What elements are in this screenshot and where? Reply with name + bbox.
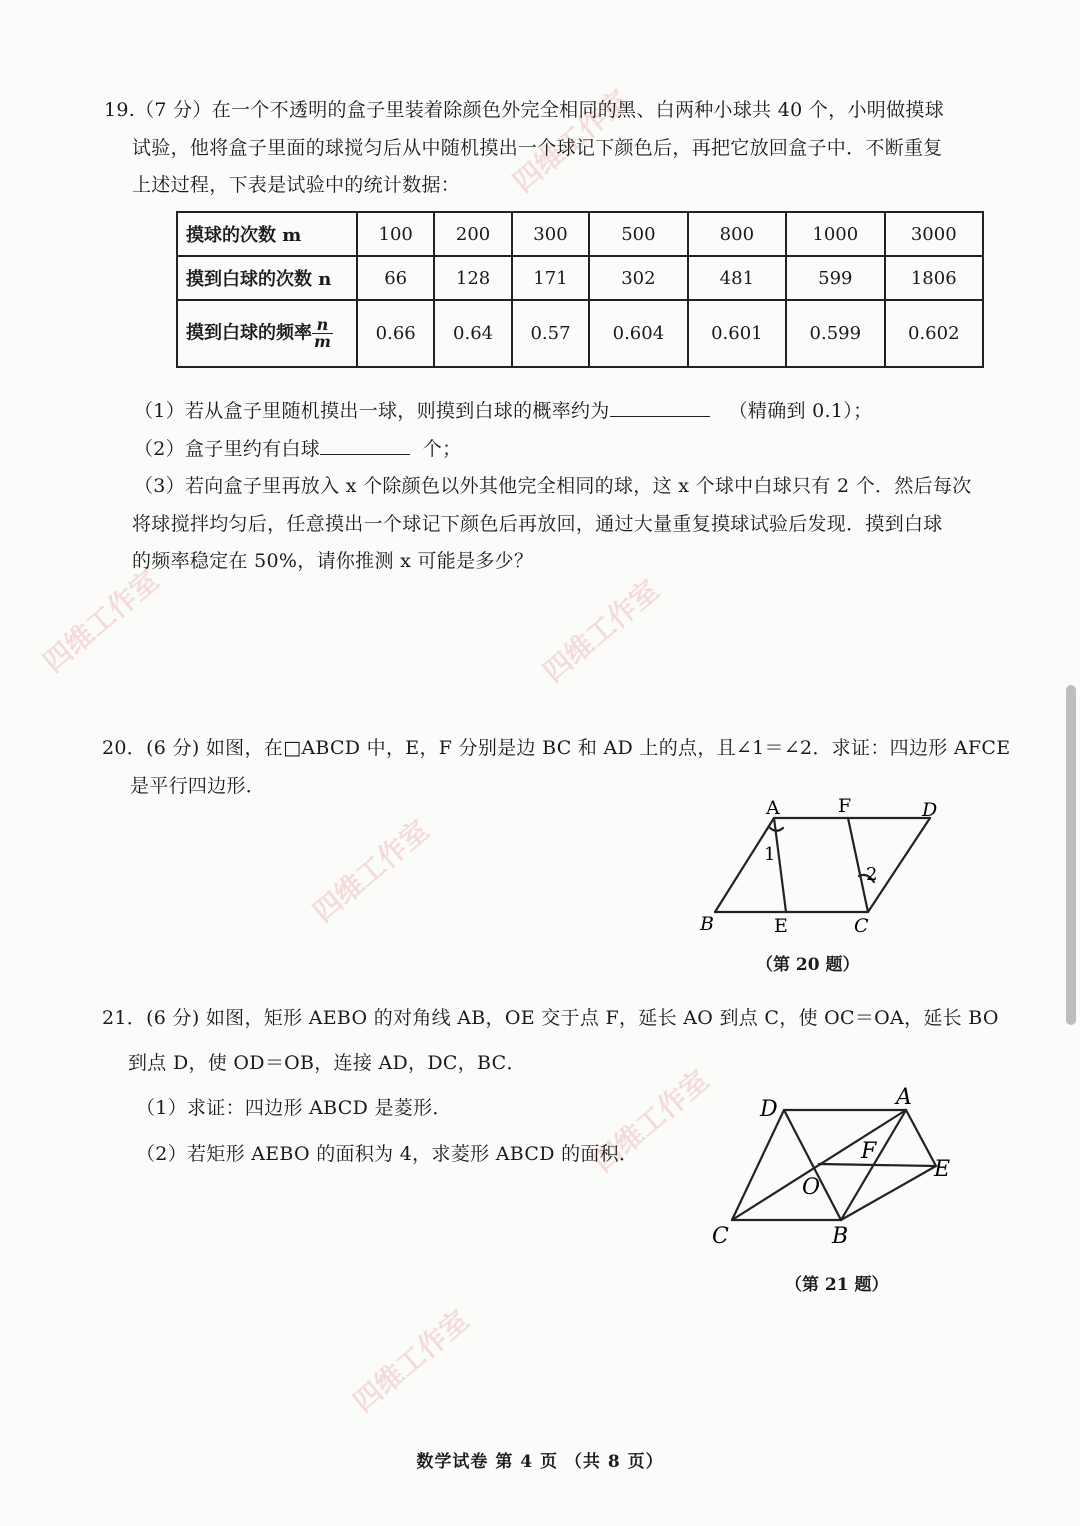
label-O: O <box>802 1175 821 1200</box>
table-cell: 1806 <box>885 256 983 300</box>
table-cell: 100 <box>357 212 434 256</box>
label-D: D <box>760 1097 778 1122</box>
q21-caption: （第 21 题） <box>785 1275 889 1295</box>
label-B: B <box>700 913 714 935</box>
q21-sub2: （2）若矩形 AEBO 的面积为 4，求菱形 ABCD 的面积． <box>136 1143 639 1165</box>
q19-line2: 试验，他将盒子里面的球搅匀后从中随机摸出一个球记下颜色后，再把它放回盒子中．不断重复 <box>132 137 943 159</box>
label-A: A <box>766 797 780 819</box>
table-cell: 66 <box>357 256 434 300</box>
q20-figure <box>690 790 950 940</box>
label-angle-2: 2 <box>866 864 878 885</box>
answer-blank-2[interactable] <box>320 436 410 455</box>
q21-line2: 到点 D，使 OD＝OB，连接 AD，DC，BC． <box>128 1052 526 1074</box>
label-angle-1: 1 <box>764 844 776 865</box>
scrollbar[interactable] <box>1066 685 1076 1025</box>
watermark: 四维工作室 <box>306 813 436 929</box>
table-cell: 1000 <box>786 212 884 256</box>
label-C: C <box>854 915 869 937</box>
q20-line2: 是平行四边形． <box>130 775 266 797</box>
label-F: F <box>861 1139 877 1164</box>
table-cell: 0.64 <box>434 300 511 367</box>
watermark: 四维工作室 <box>36 563 166 679</box>
watermark: 四维工作室 <box>346 1303 476 1419</box>
q19-sub2: （2）盒子里约有白球 个； <box>134 438 462 460</box>
row-label-frequency <box>177 300 357 367</box>
side-EB <box>841 1166 936 1220</box>
fraction-n-over-m: $\frac{n}{m}$ <box>314 315 331 351</box>
table-cell: 0.57 <box>512 300 589 367</box>
q19-sub3-line3: 的频率稳定在 50%，请你推测 x 可能是多少？ <box>132 550 534 572</box>
segment-OE <box>819 1164 936 1166</box>
table-cell: 599 <box>786 256 884 300</box>
answer-blank-1[interactable] <box>610 398 710 417</box>
side-AE <box>906 1110 936 1166</box>
row-label-m: 摸球的次数 m <box>177 212 357 256</box>
segment-FC <box>848 818 868 912</box>
q19-line3: 上述过程，下表是试验中的统计数据： <box>132 174 461 196</box>
label-C: C <box>712 1224 729 1249</box>
q20-caption: （第 20 题） <box>756 955 860 975</box>
table-cell: 0.604 <box>589 300 687 367</box>
q19-sub1: （1）若从盒子里随机摸出一球，则摸到白球的概率约为 （精确到 0.1）； <box>134 400 873 422</box>
stats-table <box>176 211 984 368</box>
table-cell: 3000 <box>885 212 983 256</box>
label-B: B <box>832 1224 849 1249</box>
watermark: 四维工作室 <box>506 83 636 199</box>
q20-line1: 20．(6 分) 如图，在□ABCD 中，E，F 分别是边 BC 和 AD 上的点，且∠1＝∠2．求证：四边形 AFCE <box>102 737 1011 759</box>
label-E: E <box>774 915 788 937</box>
side-AB <box>715 818 774 912</box>
page-footer: 数学试卷 第 4 页 （共 8 页） <box>416 1452 664 1472</box>
table-cell: 0.66 <box>357 300 434 367</box>
row-label-n: 摸到白球的次数 n <box>177 256 357 300</box>
segment-AE <box>774 818 786 912</box>
table-cell: 300 <box>512 212 589 256</box>
table-cell: 128 <box>434 256 511 300</box>
label-A: A <box>896 1085 912 1110</box>
q19-sub3-line2: 将球搅拌均匀后，任意摸出一个球记下颜色后再放回，通过大量重复摸球试验后发现．摸到白球 <box>132 513 943 535</box>
table-cell: 800 <box>688 212 786 256</box>
table-cell: 302 <box>589 256 687 300</box>
watermark: 四维工作室 <box>586 1063 716 1179</box>
table-cell: 200 <box>434 212 511 256</box>
q19-sub3-line1: （3）若向盒子里再放入 x 个除颜色以外其他完全相同的球，这 x 个球中白球只有 2 个．然后每次 <box>134 475 972 497</box>
label-F: F <box>838 795 852 817</box>
table-cell: 500 <box>589 212 687 256</box>
frequency-label: 摸到白球的频率 <box>186 322 312 344</box>
table-cell: 481 <box>688 256 786 300</box>
q21-figure <box>706 1080 976 1260</box>
label-E: E <box>934 1157 951 1182</box>
watermark: 四维工作室 <box>536 573 666 689</box>
q19-line1: 19.（7 分）在一个不透明的盒子里装着除颜色外完全相同的黑、白两种小球共 40 个，小明做摸球 <box>104 99 945 121</box>
label-D: D <box>922 799 938 821</box>
table-cell: 171 <box>512 256 589 300</box>
q21-sub1: （1）求证：四边形 ABCD 是菱形． <box>136 1097 452 1119</box>
q21-line1: 21．(6 分) 如图，矩形 AEBO 的对角线 AB，OE 交于点 F，延长 AO 到点 C，使 OC＝OA，延长 BO <box>102 1007 999 1029</box>
table-cell: 0.599 <box>786 300 884 367</box>
table-cell: 0.602 <box>885 300 983 367</box>
table-cell: 0.601 <box>688 300 786 367</box>
